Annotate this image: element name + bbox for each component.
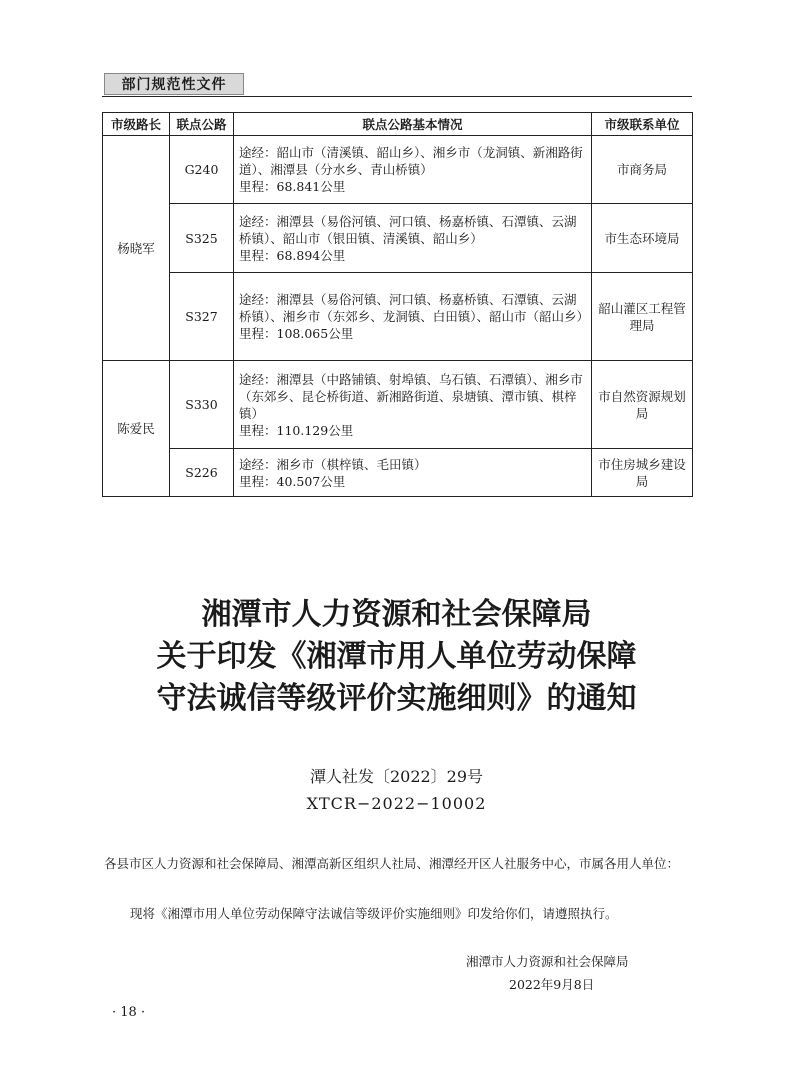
mileage-text: 里程：108.065公里: [239, 326, 354, 341]
route-text: 途经：湘潭县（中路铺镇、射埠镇、乌石镇、石潭镇）、湘乡市（东郊乡、昆仑桥街道、新湘路街道、泉塘镇、潭市镇、棋梓镇）: [239, 371, 583, 421]
route-text: 途经：湘潭县（易俗河镇、河口镇、杨嘉桥镇、石潭镇、云湖桥镇）、韶山市（银田镇、清溪镇、韶山乡）: [239, 213, 577, 246]
route-info-cell: [234, 273, 592, 361]
document-code: XTCR−2022−10002: [306, 794, 487, 813]
table-row: [103, 136, 693, 204]
route-text: 途经：湘潭县（易俗河镇、河口镇、杨嘉桥镇、石潭镇、云湖桥镇）、湘乡市（东郊乡、龙洞镇、白田镇）、韶山市（韶山乡）: [239, 292, 590, 324]
mileage-text: 里程：68.841公里: [239, 179, 346, 194]
column-header: 联点公路基本情况: [234, 113, 592, 136]
contact-unit-cell: 市生态环境局: [592, 204, 693, 273]
road-contact-table: [102, 112, 693, 497]
contact-unit-cell: 韶山灌区工程管理局: [592, 273, 693, 361]
notice-title-line: 湘潭市人力资源和社会保障局: [201, 597, 592, 632]
mileage-text: 里程：110.129公里: [239, 422, 354, 438]
table-row: [103, 204, 693, 273]
notice-title: [0, 594, 793, 720]
contact-unit-cell: 市商务局: [592, 136, 693, 204]
document-number: 潭人社发〔2022〕29号: [309, 767, 484, 786]
table-row: [103, 449, 693, 497]
route-info-cell: [234, 449, 592, 497]
column-header: 市级路长: [103, 113, 170, 136]
road-code-cell: S226: [170, 449, 234, 497]
column-header: 联点公路: [170, 113, 234, 136]
leader-cell: 陈爱民: [103, 361, 170, 497]
road-code-cell: S325: [170, 204, 234, 273]
section-label: 部门规范性文件: [104, 73, 244, 95]
route-text: 途经：湘乡市（棋梓镇、毛田镇）: [239, 456, 427, 472]
notice-title-line: 守法诚信等级评价实施细则》的通知: [156, 681, 637, 716]
notice-body: 现将《湘潭市用人单位劳动保障守法诚信等级评价实施细则》印发给你们，请遵照执行。: [130, 906, 618, 921]
route-info-cell: [234, 361, 592, 449]
road-code-cell: S327: [170, 273, 234, 361]
header-rule: [102, 96, 692, 97]
contact-unit-cell: 市住房城乡建设局: [592, 449, 693, 497]
road-code-cell: S330: [170, 361, 234, 449]
table-header-row: [103, 113, 693, 136]
table-row: [103, 361, 693, 449]
road-code-cell: G240: [170, 136, 234, 204]
page-number: · 18 ·: [112, 1005, 146, 1020]
route-text: 途经：韶山市（清溪镇、韶山乡）、湘乡市（龙洞镇、新湘路街道）、湘潭县（分水乡、青山桥镇）: [239, 145, 583, 177]
contact-unit-cell: 市自然资源规划局: [592, 361, 693, 449]
mileage-text: 里程：40.507公里: [239, 473, 346, 489]
table-row: [103, 273, 693, 361]
column-header: 市级联系单位: [592, 113, 693, 136]
notice-title-line: 关于印发《湘潭市用人单位劳动保障: [156, 639, 637, 674]
leader-cell: 杨晓军: [103, 136, 170, 361]
issue-date: 2022年9月8日: [509, 977, 595, 992]
route-info-cell: [234, 136, 592, 204]
recipients-text: 各县市区人力资源和社会保障局、湘潭高新区组织人社局、湘潭经开区人社服务中心，市属各用人单位：: [104, 856, 680, 871]
route-info-cell: [234, 204, 592, 273]
mileage-text: 里程：68.894公里: [239, 247, 346, 263]
issuing-authority: 湘潭市人力资源和社会保障局: [466, 954, 629, 969]
